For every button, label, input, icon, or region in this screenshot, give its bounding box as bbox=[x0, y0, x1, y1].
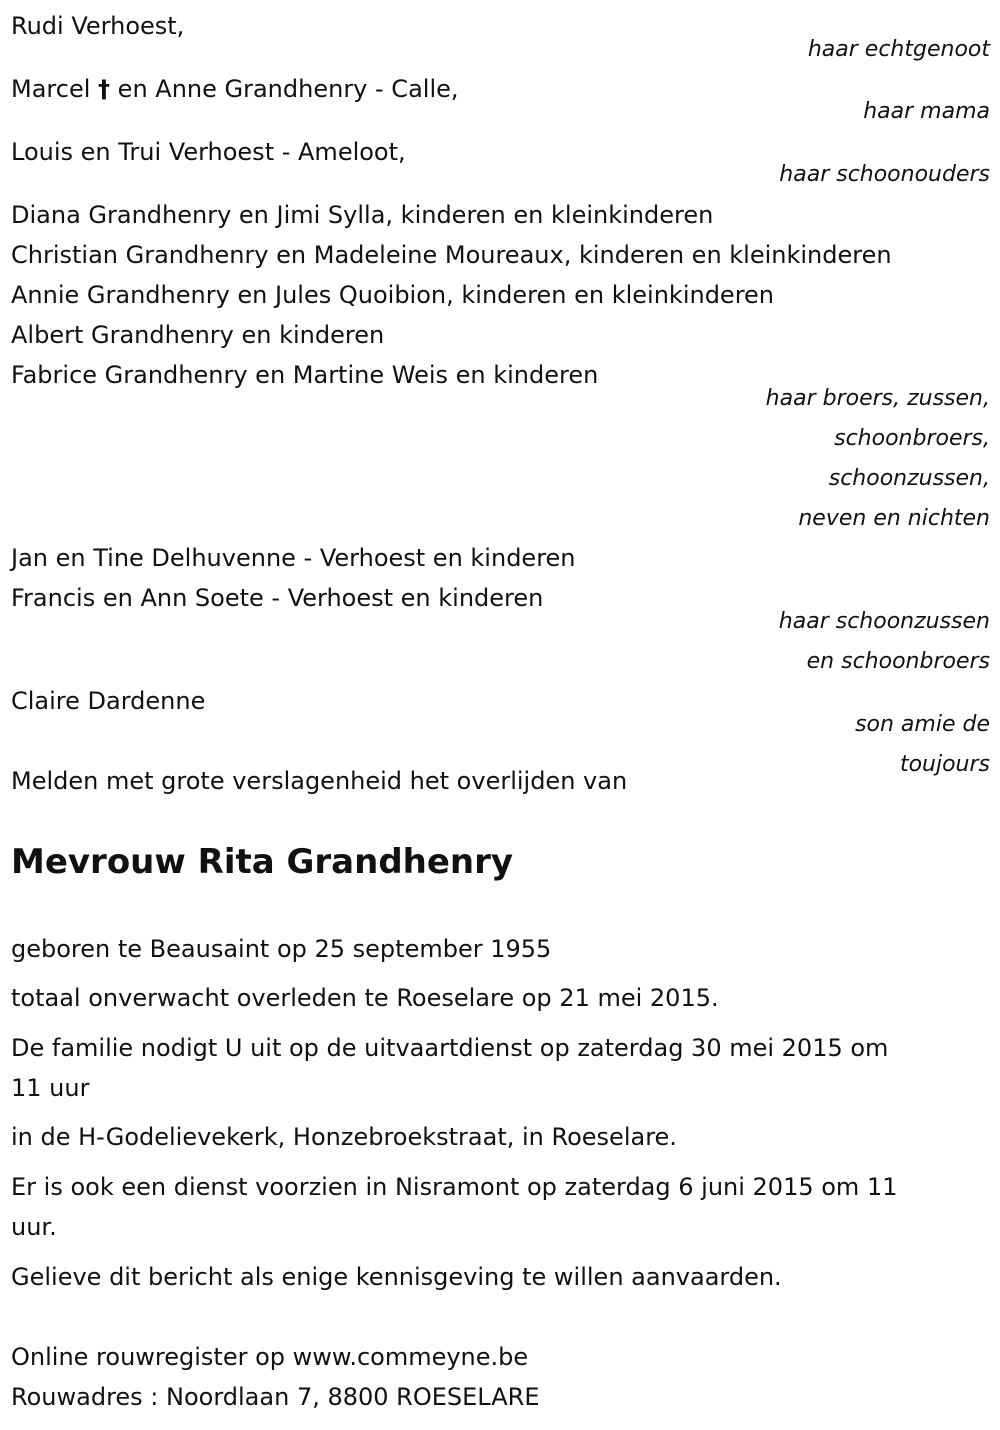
notice-line: Gelieve dit bericht als enige kennisgeving te willen aanvaarden. bbox=[11, 1263, 782, 1291]
sibling-line: Diana Grandhenry en Jimi Sylla, kinderen en kleinkinderen bbox=[11, 201, 714, 229]
announcement: Melden met grote verslagenheid het overlijden van bbox=[11, 767, 628, 795]
sibling-line: Annie Grandhenry en Jules Quoibion, kinderen en kleinkinderen bbox=[11, 281, 775, 309]
relation-siblings-line: haar broers, zussen, bbox=[765, 386, 990, 411]
relation-parents-in-law: haar schoonouders bbox=[779, 162, 990, 187]
relation-inlaws-line: en schoonbroers bbox=[806, 649, 990, 674]
second-service-line-cont: uur. bbox=[11, 1213, 57, 1241]
cross-icon: † bbox=[98, 75, 111, 103]
relation-friend-line: toujours bbox=[899, 752, 990, 777]
sibling-line: Christian Grandhenry en Madeleine Moureaux, kinderen en kleinkinderen bbox=[11, 241, 892, 269]
family-line-parents-in-law: Louis en Trui Verhoest - Ameloot, bbox=[11, 138, 406, 166]
inlaw-line: Francis en Ann Soete - Verhoest en kinderen bbox=[11, 584, 544, 612]
mourning-address: Rouwadres : Noordlaan 7, 8800 ROESELARE bbox=[11, 1383, 540, 1411]
relation-siblings-line: neven en nichten bbox=[798, 506, 990, 531]
online-register: Online rouwregister op www.commeyne.be bbox=[11, 1343, 529, 1371]
relation-siblings-line: schoonzussen, bbox=[828, 466, 990, 491]
service-line: De familie nodigt U uit op de uitvaartdienst op zaterdag 30 mei 2015 om bbox=[11, 1034, 889, 1062]
mother-father-name: Marcel bbox=[11, 75, 91, 103]
service-line-cont: 11 uur bbox=[11, 1074, 90, 1102]
relation-spouse: haar echtgenoot bbox=[807, 37, 990, 62]
deceased-name: Mevrouw Rita Grandhenry bbox=[11, 842, 514, 882]
relation-mother: haar mama bbox=[863, 99, 990, 124]
death-line: totaal onverwacht overleden te Roeselare op 21 mei 2015. bbox=[11, 984, 719, 1012]
family-line-mother bbox=[11, 69, 459, 109]
sibling-line: Fabrice Grandhenry en Martine Weis en kinderen bbox=[11, 361, 599, 389]
relation-friend-line: son amie de bbox=[855, 712, 990, 737]
family-line-spouse: Rudi Verhoest, bbox=[11, 12, 185, 40]
relation-siblings-line: schoonbroers, bbox=[834, 426, 990, 451]
inlaw-line: Jan en Tine Delhuvenne - Verhoest en kinderen bbox=[11, 544, 576, 572]
birth-line: geboren te Beausaint op 25 september 1955 bbox=[11, 935, 552, 963]
friend-line: Claire Dardenne bbox=[11, 687, 206, 715]
second-service-line: Er is ook een dienst voorzien in Nisramont op zaterdag 6 juni 2015 om 11 bbox=[11, 1173, 898, 1201]
sibling-line: Albert Grandhenry en kinderen bbox=[11, 321, 385, 349]
church-line: in de H-Godelievekerk, Honzebroekstraat, in Roeselare. bbox=[11, 1123, 677, 1151]
mother-name: en Anne Grandhenry - Calle, bbox=[117, 75, 459, 103]
relation-inlaws-line: haar schoonzussen bbox=[778, 609, 990, 634]
